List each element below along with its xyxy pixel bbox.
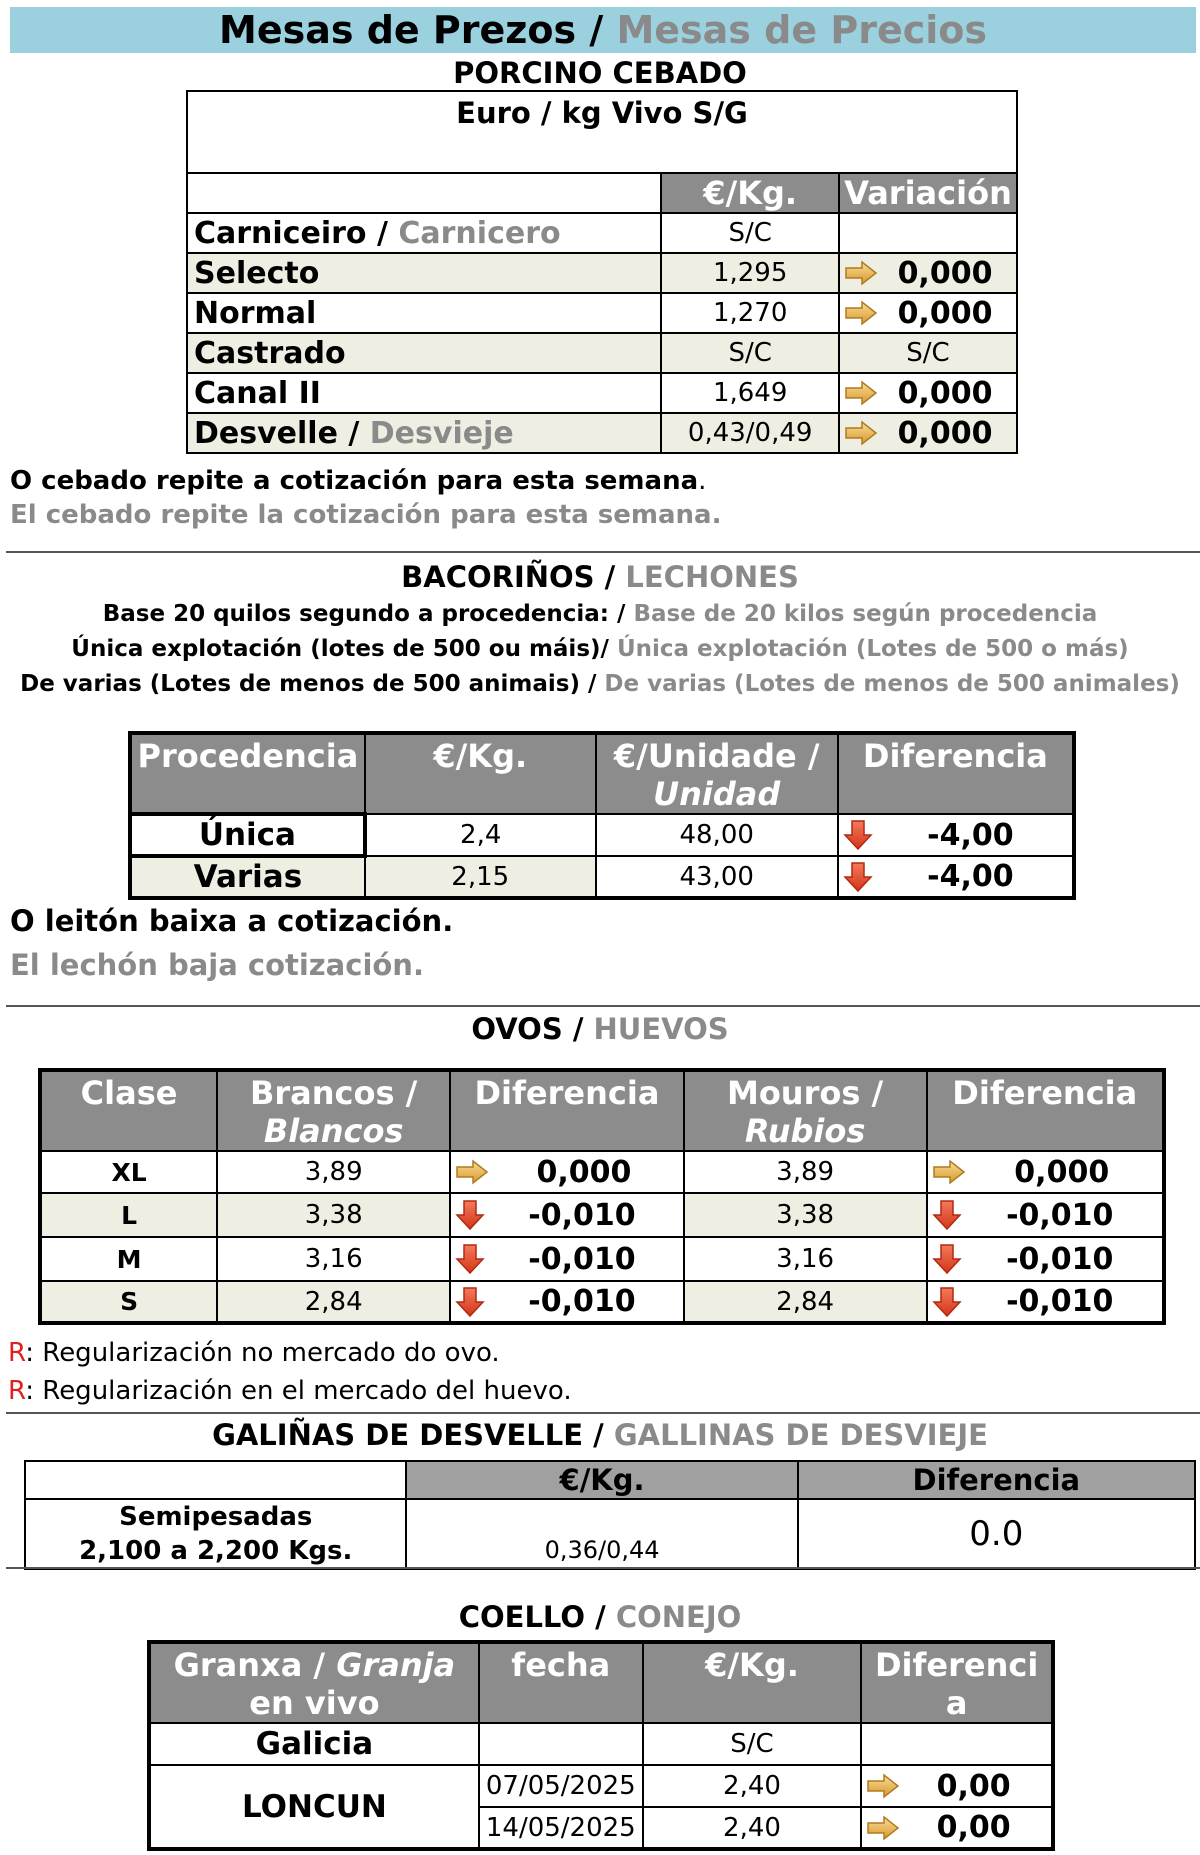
porcino-row-var: 0,000 bbox=[839, 293, 1017, 333]
arrow-down-icon bbox=[455, 1286, 485, 1318]
porcino-row-var: S/C bbox=[839, 333, 1017, 373]
porcino-col-price: €/Kg. bbox=[661, 173, 839, 213]
porcino-row bbox=[187, 333, 1017, 373]
huevos-row bbox=[40, 1237, 1164, 1281]
conejo-col-granja: Granxa / Granja en vivo bbox=[149, 1642, 479, 1723]
lechones-line2: Única explotación (lotes de 500 ou máis)/ Única explotación (Lotes de 500 o más) bbox=[71, 636, 1129, 662]
conejo-row-fecha bbox=[479, 1723, 643, 1765]
porcino-row-label: Normal bbox=[187, 293, 661, 333]
arrow-right-icon bbox=[844, 300, 878, 326]
banner-sep: / bbox=[576, 8, 617, 52]
huevos-row-m: 2,84 bbox=[684, 1281, 927, 1323]
huevos-row-clase: L bbox=[40, 1193, 217, 1237]
conejo-row-kg: 2,40 bbox=[643, 1807, 862, 1849]
arrow-right-icon bbox=[844, 260, 878, 286]
lechones-col-kg: €/Kg. bbox=[365, 733, 596, 814]
lechones-col-unit: €/Unidade / Unidad bbox=[596, 733, 838, 814]
lechones-line1: Base 20 quilos segundo a procedencia: / Base de 20 kilos según procedencia bbox=[102, 601, 1098, 627]
porcino-row-var: 0,000 bbox=[839, 373, 1017, 413]
huevos-row bbox=[40, 1281, 1164, 1323]
porcino-row-price: S/C bbox=[661, 213, 839, 253]
conejo-row-label: LONCUN bbox=[149, 1765, 479, 1849]
huevos-note-es: R: Regularización en el mercado del huevo. bbox=[8, 1376, 572, 1406]
huevos-col-diff2: Diferencia bbox=[927, 1070, 1164, 1151]
porcino-note-es: El cebado repite la cotización para esta semana. bbox=[10, 500, 722, 530]
huevos-row-b: 3,16 bbox=[217, 1237, 450, 1281]
conejo-row-kg: 2,40 bbox=[643, 1765, 862, 1807]
lechones-title: BACORIÑOS / LECHONES bbox=[401, 560, 799, 594]
porcino-row-price: 1,270 bbox=[661, 293, 839, 333]
gallinas-title: GALIÑAS DE DESVELLE / GALLINAS DE DESVIEJE bbox=[212, 1418, 988, 1452]
porcino-unit: Euro / kg Vivo S/G bbox=[187, 91, 1017, 173]
banner-title-gl: Mesas de Prezos bbox=[219, 8, 577, 52]
lechones-row-unit: 43,00 bbox=[596, 856, 838, 898]
huevos-row-m: 3,38 bbox=[684, 1193, 927, 1237]
huevos-table bbox=[38, 1068, 1166, 1325]
huevos-row-b: 3,38 bbox=[217, 1193, 450, 1237]
section-divider bbox=[6, 1005, 1200, 1007]
lechones-note-gl: O leitón baixa a cotización. bbox=[10, 904, 454, 938]
huevos-col-clase: Clase bbox=[40, 1070, 217, 1151]
arrow-down-icon bbox=[932, 1199, 962, 1231]
porcino-row bbox=[187, 253, 1017, 293]
arrow-down-icon bbox=[455, 1199, 485, 1231]
porcino-row-label: Canal II bbox=[187, 373, 661, 413]
conejo-row bbox=[149, 1723, 1053, 1765]
porcino-row bbox=[187, 413, 1017, 453]
section-divider bbox=[6, 1412, 1200, 1414]
huevos-col-diff: Diferencia bbox=[450, 1070, 683, 1151]
conejo-row-diff: 0,00 bbox=[861, 1765, 1053, 1807]
lechones-line3: De varias (Lotes de menos de 500 animais) / De varias (Lotes de menos de 500 animales) bbox=[20, 671, 1180, 697]
huevos-row-clase: S bbox=[40, 1281, 217, 1323]
huevos-row-b: 3,89 bbox=[217, 1151, 450, 1193]
huevos-row-md: -0,010 bbox=[927, 1193, 1164, 1237]
lechones-row-label: Única bbox=[130, 814, 365, 856]
huevos-title: OVOS / HUEVOS bbox=[471, 1012, 729, 1046]
arrow-right-icon bbox=[866, 1815, 900, 1841]
section-divider bbox=[6, 551, 1200, 553]
conejo-row-fecha: 07/05/2025 bbox=[479, 1765, 643, 1807]
gallinas-diff: 0.0 bbox=[798, 1499, 1195, 1569]
huevos-row-md: -0,010 bbox=[927, 1281, 1164, 1323]
huevos-row-bd: 0,000 bbox=[450, 1151, 683, 1193]
lechones-row-unit: 48,00 bbox=[596, 814, 838, 856]
page-banner bbox=[10, 7, 1196, 53]
gallinas-col-kg: €/Kg. bbox=[406, 1461, 797, 1499]
porcino-note-gl: O cebado repite a cotización para esta semana. bbox=[10, 466, 707, 496]
conejo-col-kg: €/Kg. bbox=[643, 1642, 862, 1723]
porcino-row-var bbox=[839, 213, 1017, 253]
porcino-row bbox=[187, 373, 1017, 413]
huevos-note-gl: R: Regularización no mercado do ovo. bbox=[8, 1338, 500, 1368]
conejo-col-fecha: fecha bbox=[479, 1642, 643, 1723]
porcino-row-price: 0,43/0,49 bbox=[661, 413, 839, 453]
conejo-row-label: Galicia bbox=[149, 1723, 479, 1765]
conejo-row-kg: S/C bbox=[643, 1723, 862, 1765]
porcino-row-price: S/C bbox=[661, 333, 839, 373]
huevos-row-bd: -0,010 bbox=[450, 1237, 683, 1281]
gallinas-price: 0,36/0,44 bbox=[406, 1499, 797, 1569]
arrow-right-icon bbox=[866, 1773, 900, 1799]
lechones-row bbox=[130, 814, 1074, 856]
gallinas-table bbox=[24, 1460, 1196, 1570]
conejo-row-diff bbox=[861, 1723, 1053, 1765]
huevos-row-bd: -0,010 bbox=[450, 1281, 683, 1323]
huevos-col-brancos: Brancos / Blancos bbox=[217, 1070, 450, 1151]
lechones-note-es: El lechón baja cotización. bbox=[10, 948, 424, 982]
huevos-row-md: -0,010 bbox=[927, 1237, 1164, 1281]
arrow-down-icon bbox=[455, 1243, 485, 1275]
huevos-row bbox=[40, 1193, 1164, 1237]
huevos-row-md: 0,000 bbox=[927, 1151, 1164, 1193]
arrow-down-icon bbox=[932, 1286, 962, 1318]
arrow-right-icon bbox=[844, 380, 878, 406]
lechones-row-kg: 2,15 bbox=[365, 856, 596, 898]
porcino-title: PORCINO CEBADO bbox=[453, 56, 747, 90]
conejo-col-diff: Diferenci a bbox=[861, 1642, 1053, 1723]
lechones-row-label: Varias bbox=[130, 856, 365, 898]
huevos-col-mouros: Mouros / Rubios bbox=[684, 1070, 927, 1151]
lechones-row-diff: -4,00 bbox=[838, 814, 1074, 856]
huevos-row-clase: XL bbox=[40, 1151, 217, 1193]
lechones-table bbox=[128, 731, 1076, 900]
porcino-row bbox=[187, 293, 1017, 333]
porcino-row-price: 1,295 bbox=[661, 253, 839, 293]
huevos-row-m: 3,89 bbox=[684, 1151, 927, 1193]
porcino-row-var: 0,000 bbox=[839, 253, 1017, 293]
porcino-row-label: Desvelle / Desvieje bbox=[187, 413, 661, 453]
porcino-row bbox=[187, 213, 1017, 253]
porcino-row-label: Selecto bbox=[187, 253, 661, 293]
conejo-row bbox=[149, 1765, 1053, 1807]
conejo-title: COELLO / CONEJO bbox=[458, 1600, 742, 1634]
porcino-row-var: 0,000 bbox=[839, 413, 1017, 453]
porcino-table bbox=[186, 90, 1018, 454]
conejo-row-fecha: 14/05/2025 bbox=[479, 1807, 643, 1849]
porcino-col-var: Variación bbox=[839, 173, 1017, 213]
gallinas-col-diff: Diferencia bbox=[798, 1461, 1195, 1499]
huevos-row bbox=[40, 1151, 1164, 1193]
lechones-row-kg: 2,4 bbox=[365, 814, 596, 856]
lechones-row-diff: -4,00 bbox=[838, 856, 1074, 898]
huevos-row-m: 3,16 bbox=[684, 1237, 927, 1281]
huevos-row-b: 2,84 bbox=[217, 1281, 450, 1323]
huevos-row-bd: -0,010 bbox=[450, 1193, 683, 1237]
arrow-down-icon bbox=[843, 861, 873, 893]
gallinas-header-blank bbox=[25, 1461, 406, 1499]
arrow-down-icon bbox=[932, 1243, 962, 1275]
section-divider bbox=[6, 1567, 1200, 1569]
arrow-right-icon bbox=[844, 420, 878, 446]
huevos-row-clase: M bbox=[40, 1237, 217, 1281]
arrow-right-icon bbox=[455, 1159, 489, 1185]
banner-title-es: Mesas de Precios bbox=[616, 8, 987, 52]
lechones-col-diff: Diferencia bbox=[838, 733, 1074, 814]
conejo-row-diff: 0,00 bbox=[861, 1807, 1053, 1849]
arrow-right-icon bbox=[932, 1159, 966, 1185]
porcino-row-price: 1,649 bbox=[661, 373, 839, 413]
porcino-header-blank bbox=[187, 173, 661, 213]
gallinas-label: Semipesadas 2,100 a 2,200 Kgs. bbox=[25, 1499, 406, 1569]
porcino-row-label: Castrado bbox=[187, 333, 661, 373]
lechones-col-proc: Procedencia bbox=[130, 733, 365, 814]
conejo-table bbox=[147, 1640, 1055, 1851]
lechones-row bbox=[130, 856, 1074, 898]
arrow-down-icon bbox=[843, 819, 873, 851]
porcino-row-label: Carniceiro / Carnicero bbox=[187, 213, 661, 253]
